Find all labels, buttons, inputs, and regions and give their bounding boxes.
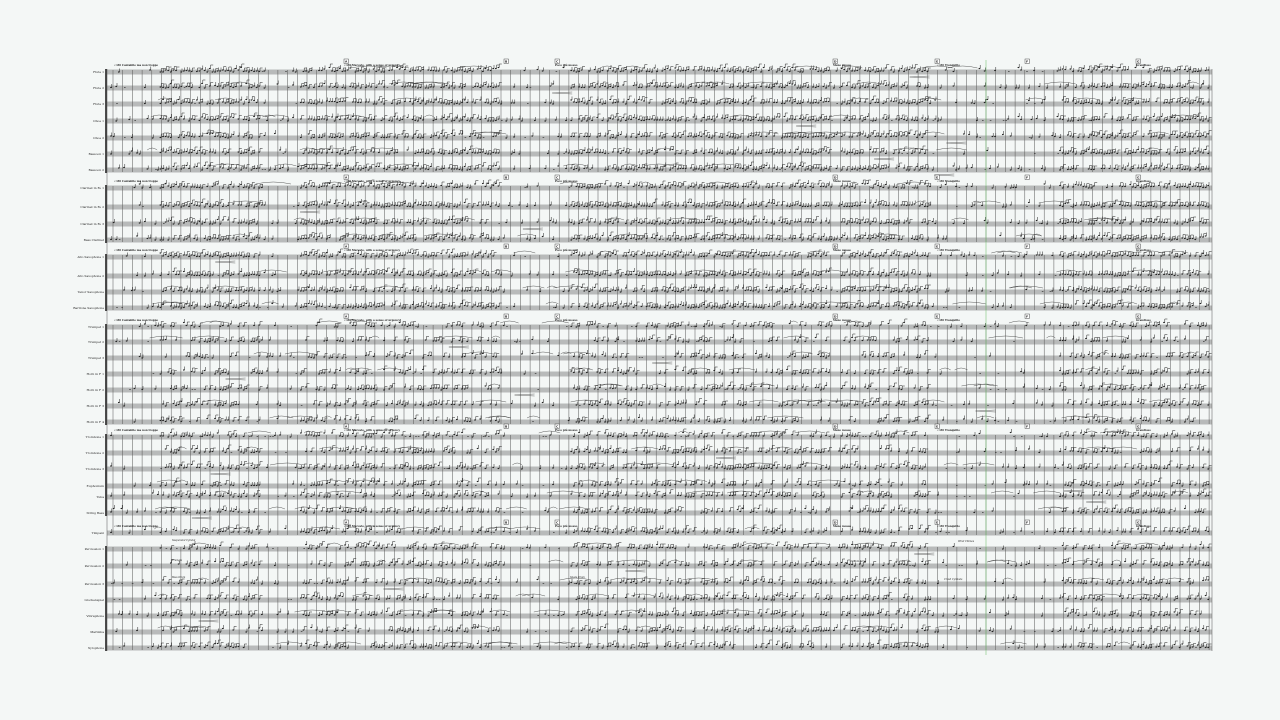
rest xyxy=(990,120,992,121)
rest xyxy=(857,103,859,104)
hairpin xyxy=(796,125,816,127)
slur xyxy=(1072,98,1100,100)
rest xyxy=(283,153,285,154)
rest xyxy=(285,71,287,72)
rest xyxy=(678,153,680,154)
slur xyxy=(1025,98,1045,100)
rest xyxy=(665,120,667,121)
rest xyxy=(979,137,981,138)
rest xyxy=(1003,120,1005,121)
staff-layer xyxy=(107,70,1212,650)
slur xyxy=(215,98,236,100)
slur xyxy=(1045,82,1076,84)
rest xyxy=(563,153,565,154)
staff[interactable] xyxy=(107,495,1212,499)
notation-layer xyxy=(110,64,1212,649)
rest xyxy=(465,137,467,138)
rest xyxy=(1089,120,1091,121)
rest xyxy=(901,153,903,154)
rest xyxy=(1026,71,1028,72)
staff[interactable] xyxy=(107,598,1212,602)
slur xyxy=(424,115,433,117)
rest xyxy=(751,87,753,88)
rest xyxy=(262,71,264,72)
rest xyxy=(1167,87,1169,88)
rest xyxy=(1029,137,1031,138)
rest xyxy=(524,137,526,138)
slur xyxy=(1124,98,1145,100)
rest xyxy=(1026,103,1028,104)
staff[interactable] xyxy=(107,451,1212,455)
rest xyxy=(1190,87,1192,88)
staff[interactable] xyxy=(107,467,1212,471)
rest xyxy=(483,137,485,138)
rest xyxy=(556,71,558,72)
rest xyxy=(1005,120,1007,121)
rest xyxy=(1130,137,1132,138)
rest xyxy=(280,120,282,121)
rest xyxy=(608,153,610,154)
slur xyxy=(265,115,289,117)
rest xyxy=(907,153,909,154)
rest xyxy=(124,137,126,138)
rest xyxy=(738,120,740,121)
rest xyxy=(134,120,136,121)
staff-notes xyxy=(116,96,1209,105)
rest xyxy=(982,120,984,121)
staff[interactable] xyxy=(107,630,1212,634)
rest xyxy=(797,71,799,72)
rest xyxy=(296,103,298,104)
rest xyxy=(836,103,838,104)
rest xyxy=(194,103,196,104)
rest xyxy=(1034,153,1036,154)
staff[interactable] xyxy=(107,205,1212,209)
rest xyxy=(501,120,503,121)
rest xyxy=(1034,103,1036,104)
staff[interactable] xyxy=(107,340,1212,344)
rest xyxy=(688,120,690,121)
staff[interactable] xyxy=(107,102,1212,106)
rest xyxy=(933,153,935,154)
rest xyxy=(891,120,893,121)
rest xyxy=(530,87,532,88)
rest xyxy=(332,87,334,88)
rest xyxy=(1008,71,1010,72)
rest xyxy=(116,103,118,104)
slur xyxy=(230,82,251,84)
slur xyxy=(600,66,615,68)
staff[interactable] xyxy=(107,70,1212,74)
hairpin xyxy=(910,76,930,78)
rest xyxy=(992,103,994,104)
rest xyxy=(1057,153,1059,154)
hairpin xyxy=(552,92,572,94)
rest xyxy=(839,87,841,88)
rest xyxy=(527,103,529,104)
rest xyxy=(870,120,872,121)
staff[interactable] xyxy=(107,484,1212,488)
rest xyxy=(831,137,833,138)
hairpin xyxy=(946,142,966,144)
rest xyxy=(1042,71,1044,72)
slur xyxy=(830,115,853,117)
staff[interactable] xyxy=(107,511,1212,515)
rest xyxy=(387,87,389,88)
rest xyxy=(124,87,126,88)
rest xyxy=(543,137,545,138)
rest xyxy=(184,87,186,88)
rest xyxy=(933,120,935,121)
slur xyxy=(749,132,778,134)
rest xyxy=(831,120,833,121)
rest xyxy=(288,87,290,88)
staff[interactable] xyxy=(107,152,1212,156)
slur xyxy=(1187,82,1199,84)
staff[interactable] xyxy=(107,325,1212,329)
rest xyxy=(472,87,474,88)
staff[interactable] xyxy=(107,646,1212,650)
staff[interactable] xyxy=(107,388,1212,392)
